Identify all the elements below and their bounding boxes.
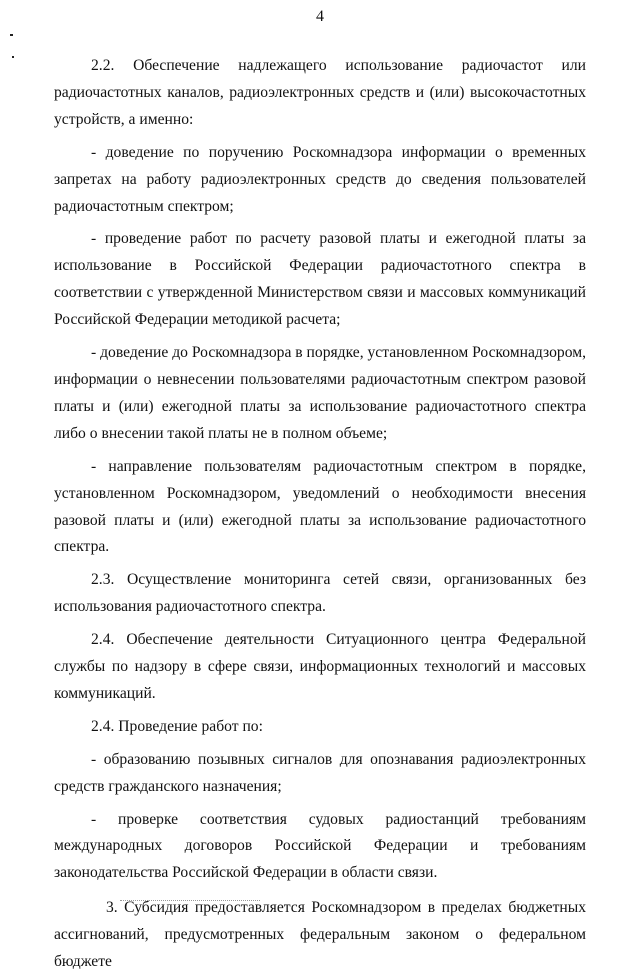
list-item-call-signs: - образованию позывных сигналов для опознавания радиоэлектронных средств гражданского назначения; [54,750,586,795]
list-item-bans: - доведение по поручению Роскомнадзора информации о временных запретах на работу радиоэлектронных средств до сведения пользователей радиочастотным спектром; [54,143,586,215]
list-item-fee-calculation: - проведение работ по расчету разовой платы и ежегодной платы за использование в Российской Федерации радиочастотного спектра в соответствии с утвержденной Министерством связи и массовых коммуникаций Российской Федерации методикой расчета; [54,230,586,329]
document-body [54,53,586,976]
scan-speck [10,34,13,36]
page-number: 4 [316,8,324,25]
paragraph-2-4-works: 2.4. Проведение работ по: [91,717,263,735]
list-item-ship-stations: - проверке соответствия судовых радиостанций требованиям международных договоров Российской Федерации и требованиям законодательства Российской Федерации в области связи. [54,810,586,882]
list-item-notifications: - направление пользователям радиочастотным спектром в порядке, установленном Роскомнадзором, уведомлений о необходимости внесения разовой платы и (или) ежегодной платы за использование радиочастотного спектра. [54,457,586,556]
scan-speck [12,56,14,58]
scan-edge-noise [120,900,260,903]
paragraph-3: 3. Субсидия предоставляется Роскомнадзором в пределах бюджетных ассигнований, предусмотренных федеральным законом о федеральном бюджете [54,899,586,971]
paragraph-2-4-situation-center: 2.4. Обеспечение деятельности Ситуационного центра Федеральной службы по надзору в сфере связи, информационных технологий и массовых коммуникаций. [54,631,586,702]
list-item-nonpayment-info: - доведение до Роскомнадзора в порядке, установленном Роскомнадзором, информации о невнесении пользователями радиочастотным спектром разовой платы и (или) ежегодной платы за использование радиочастотного спектра либо о внесении такой платы не в полном объеме; [54,344,586,442]
paragraph-2-3: 2.3. Осуществление мониторинга сетей связи, организованных без использования радиочастотного спектра. [54,571,586,616]
paragraph-2-2: 2.2. Обеспечение надлежащего использование радиочастот или радиочастотных каналов, радиоэлектронных средств и (или) высокочастотных устройств, а именно: [54,57,586,128]
